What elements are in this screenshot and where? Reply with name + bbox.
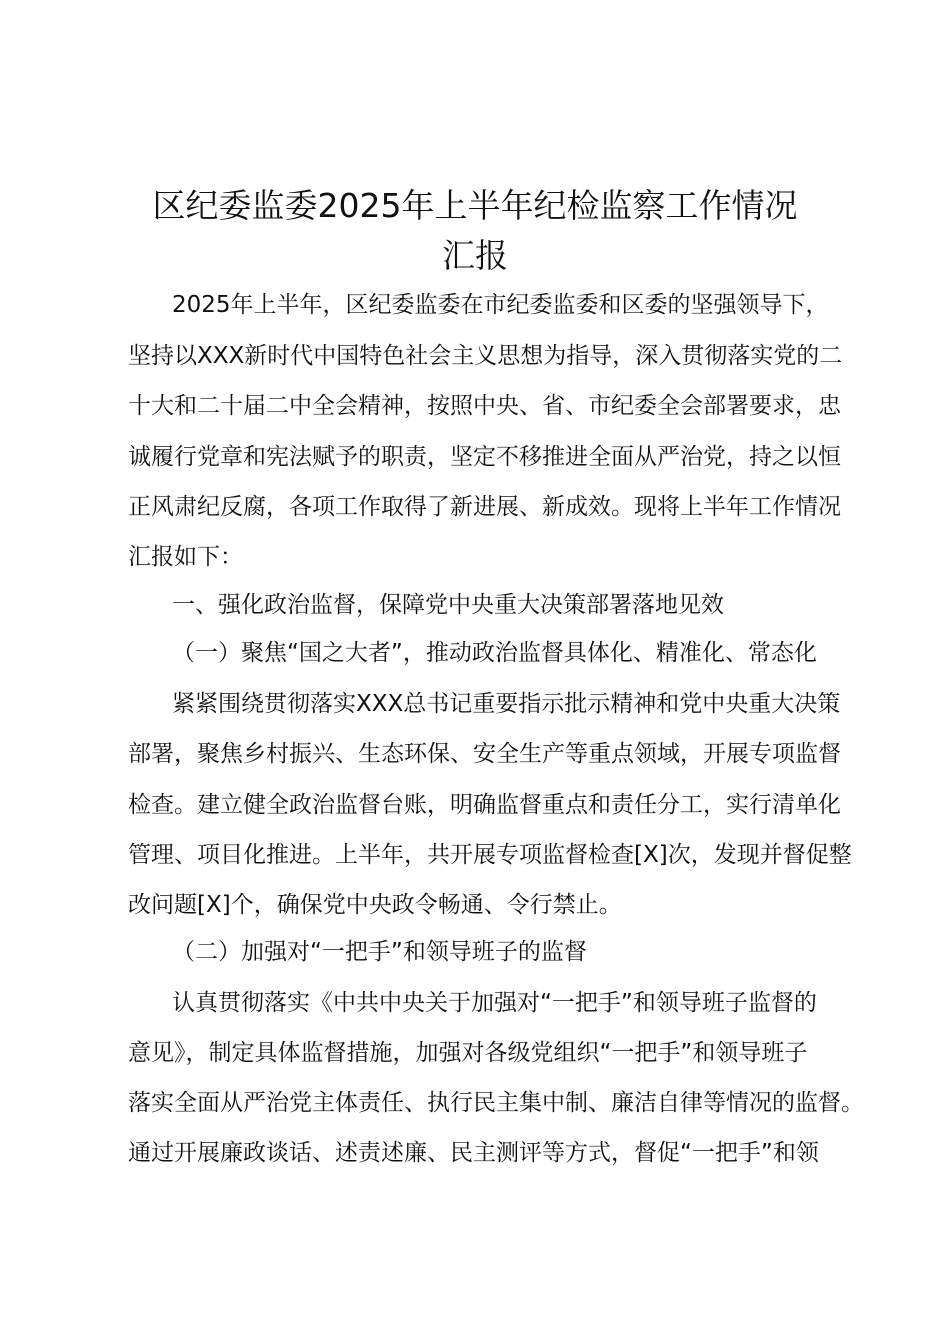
paragraph-line: 检查。建立健全政治监督台账，明确监督重点和责任分工，实行清单化 <box>128 792 841 818</box>
paragraph-line: 十大和二十届二中全会精神，按照中央、省、市纪委全会部署要求，忠 <box>128 393 841 419</box>
paragraph-line: 落实全面从严治党主体责任、执行民主集中制、廉洁自律等情况的监督。 <box>128 1090 864 1116</box>
paragraph-line: 通过开展廉政谈话、述责述廉、民主测评等方式，督促“一把手”和领 <box>128 1140 819 1166</box>
paragraph-line: 2025年上半年，区纪委监委在市纪委监委和区委的坚强领导下， <box>172 292 829 318</box>
subsection-heading: （二）加强对“一把手”和领导班子的监督 <box>172 939 587 965</box>
subsection-heading: （一）聚焦“国之大者”，推动政治监督具体化、精准化、常态化 <box>172 640 817 666</box>
paragraph-line: 诚履行党章和宪法赋予的职责，坚定不移推进全面从严治党，持之以恒 <box>128 444 841 470</box>
paragraph-line: 正风肃纪反腐，各项工作取得了新进展、新成效。现将上半年工作情况 <box>128 494 841 520</box>
paragraph-line: 坚持以XXX新时代中国特色社会主义思想为指导，深入贯彻落实党的二 <box>128 343 843 369</box>
paragraph-line: 汇报如下： <box>128 544 243 570</box>
paragraph-line: 意见》，制定具体监督措施，加强对各级党组织“一把手”和领导班子 <box>128 1040 808 1066</box>
paragraph-line: 部署，聚焦乡村振兴、生态环保、安全生产等重点领域，开展专项监督 <box>128 741 841 767</box>
paragraph-line: 认真贯彻落实《中共中央关于加强对“一把手”和领导班子监督的 <box>172 990 817 1016</box>
paragraph-line: 改问题[X]个，确保党中央政令畅通、令行禁止。 <box>128 892 622 918</box>
document-title-line-2: 汇报 <box>442 236 508 275</box>
document-title-line-1: 区纪委监委2025年上半年纪检监察工作情况 <box>152 186 798 225</box>
section-heading: 一、强化政治监督，保障党中央重大决策部署落地见效 <box>172 592 724 618</box>
paragraph-line: 管理、项目化推进。上半年，共开展专项监督检查[X]次，发现并督促整 <box>128 842 852 868</box>
paragraph-line: 紧紧围绕贯彻落实XXX总书记重要指示批示精神和党中央重大决策 <box>172 691 841 717</box>
